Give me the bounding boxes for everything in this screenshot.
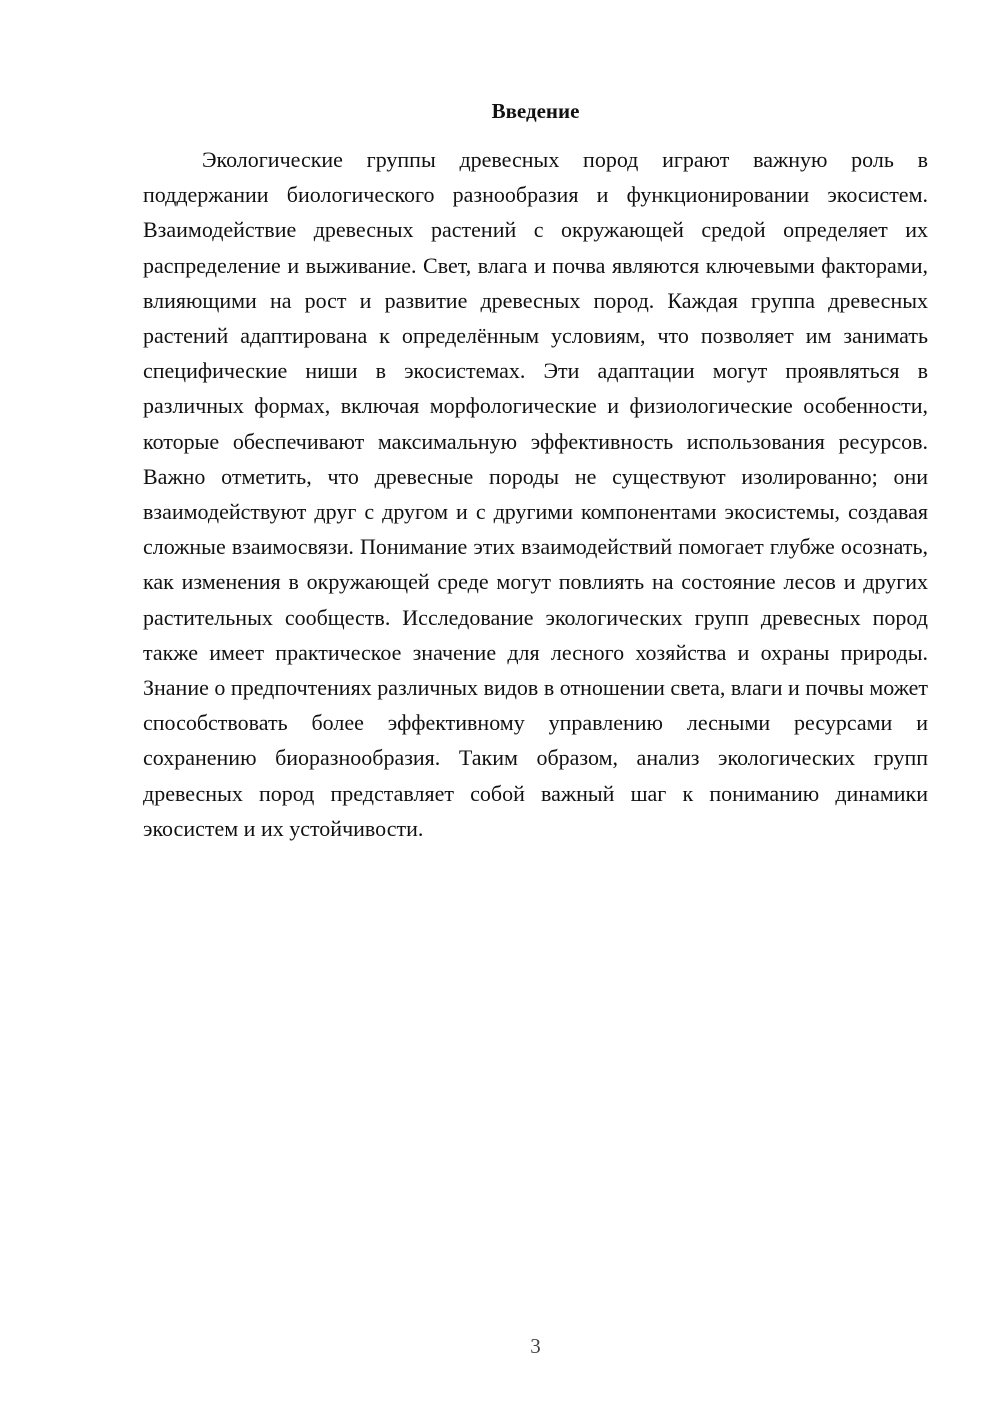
- page-number: 3: [530, 1334, 541, 1358]
- section-heading: Введение: [491, 99, 580, 123]
- body-paragraph: Экологические группы древесных пород играют важную роль в поддержании биологического разнообразия и функционировании экосистем. Взаимодействие древесных растений с окружающей средой определяет их распределение и выживание. Свет, влага и почва являются ключевыми факторами, влияющими на рост и развитие древесных пород. Каждая группа древесных растений адаптирована к определённым условиям, что позволяет им занимать специфические ниши в экосистемах. Эти адаптации могут проявляться в различных формах, включая морфологические и физиологические особенности, которые обеспечивают максимальную эффективность использования ресурсов. Важно отметить, что древесные породы не существуют изолированно; они взаимодействуют друг с другом и с другими компонентами экосистемы, создавая сложные взаимосвязи. Понимание этих взаимодействий помогает глубже осознать, как изменения в окружающей среде могут повлиять на состояние лесов и других растительных сообществ. Исследование экологических групп древесных пород также имеет практическое значение для лесного хозяйства и охраны природы. Знание о предпочтениях различных видов в отношении света, влаги и почвы может способствовать более эффективному управлению лесными ресурсами и сохранению биоразнообразия. Таким образом, анализ экологических групп древесных пород представляет собой важный шаг к пониманию динамики экосистем и их устойчивости.: [143, 147, 928, 841]
